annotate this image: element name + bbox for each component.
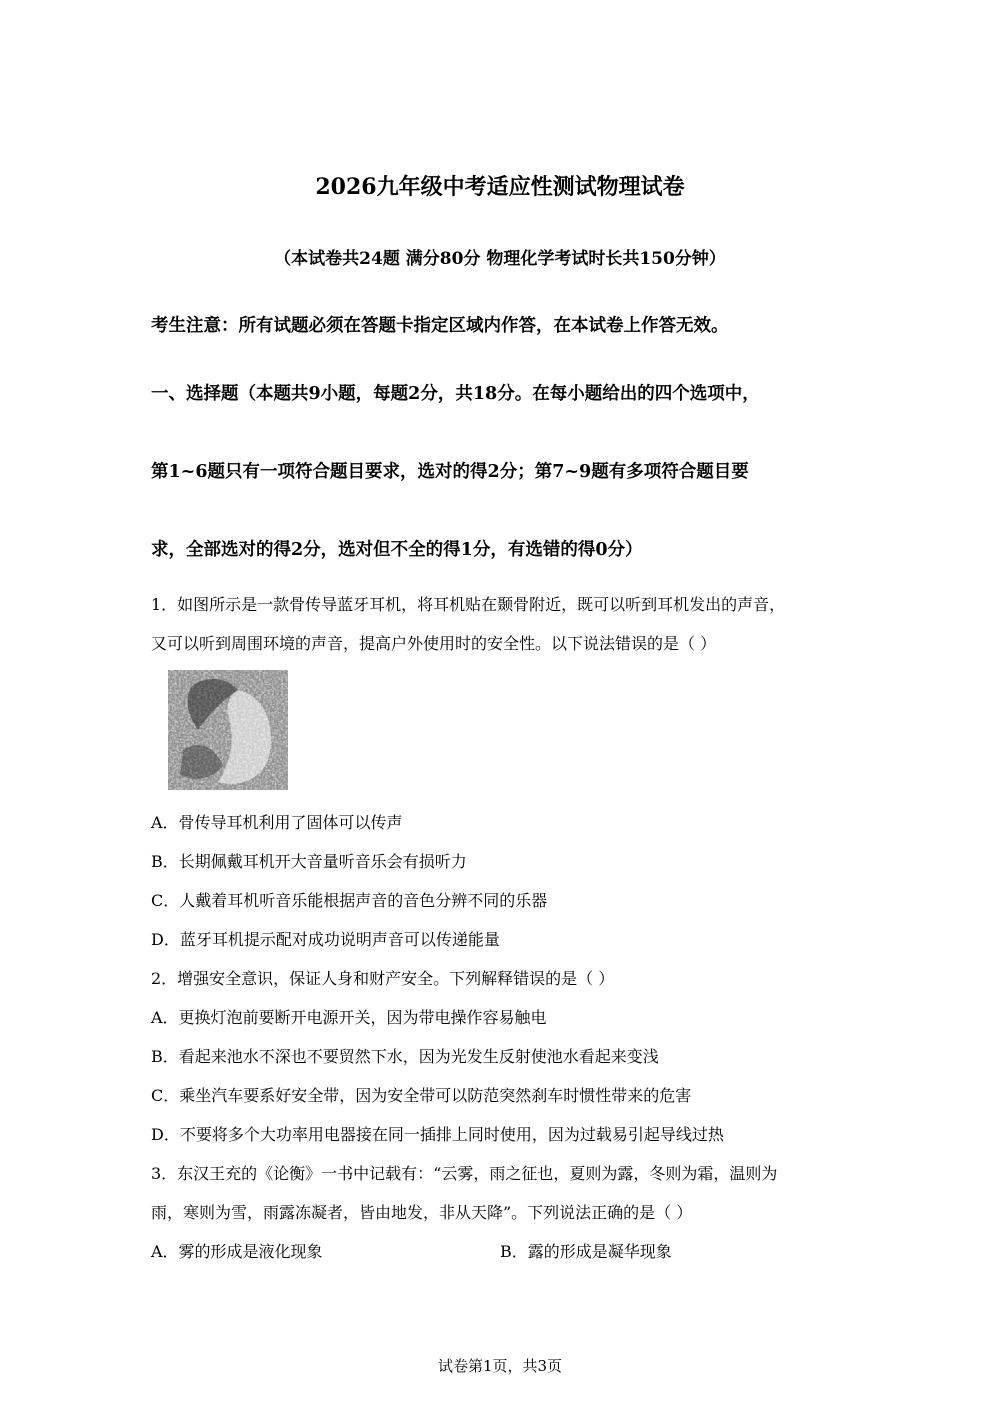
exam-subtitle: （本试卷共24题 满分80分 物理化学考试时长共150分钟） bbox=[274, 249, 726, 269]
q2-option-b: B．看起来池水不深也不要贸然下水，因为光发生反射使池水看起来变浅 bbox=[151, 1047, 659, 1066]
q1-option-b: B．长期佩戴耳机开大音量听音乐会有损听力 bbox=[151, 852, 467, 871]
q2-option-c: C．乘坐汽车要系好安全带，因为安全带可以防范突然刹车时惯性带来的危害 bbox=[151, 1086, 692, 1105]
bone-conduction-earphone-photo bbox=[168, 670, 288, 790]
section-heading-line-1: 一、选择题（本题共9小题，每题2分，共18分。在每小题给出的四个选项中， bbox=[151, 384, 760, 404]
q1-option-a: A．骨传导耳机利用了固体可以传声 bbox=[151, 813, 403, 832]
q3-option-b: B．露的形成是凝华现象 bbox=[500, 1242, 672, 1261]
exam-title: 2026九年级中考适应性测试物理试卷 bbox=[315, 174, 685, 200]
q2-stem: 2．增强安全意识，保证人身和财产安全。下列解释错误的是（ ） bbox=[151, 969, 615, 988]
q1-option-d: D．蓝牙耳机提示配对成功说明声音可以传递能量 bbox=[151, 930, 500, 949]
section-heading-line-3: 求，全部选对的得2分，选对但不全的得1分，有选错的得0分） bbox=[151, 540, 643, 560]
q3-stem-line-2: 雨，寒则为雪，雨露冻凝者，皆由地发，非从天降”。下列说法正确的是（ ） bbox=[151, 1203, 693, 1222]
q3-option-a: A．雾的形成是液化现象 bbox=[151, 1242, 323, 1261]
q1-stem-line-2: 又可以听到周围环境的声音，提高户外使用时的安全性。以下说法错误的是（ ） bbox=[151, 634, 717, 653]
exam-notice: 考生注意：所有试题必须在答题卡指定区域内作答，在本试卷上作答无效。 bbox=[151, 316, 729, 336]
q2-option-a: A．更换灯泡前要断开电源开关，因为带电操作容易触电 bbox=[151, 1008, 547, 1027]
q1-stem-line-1: 1．如图所示是一款骨传导蓝牙耳机，将耳机贴在颞骨附近，既可以听到耳机发出的声音， bbox=[151, 595, 786, 614]
q1-option-c: C．人戴着耳机听音乐能根据声音的音色分辨不同的乐器 bbox=[151, 891, 548, 910]
section-heading-line-2: 第1~6题只有一项符合题目要求，选对的得2分；第7~9题有多项符合题目要 bbox=[151, 462, 749, 482]
page-footer: 试卷第1页，共3页 bbox=[437, 1357, 563, 1375]
q3-stem-line-1: 3．东汉王充的《论衡》一书中记载有：“云雾，雨之征也，夏则为露，冬则为霜，温则为 bbox=[151, 1164, 778, 1183]
q2-option-d: D．不要将多个大功率用电器接在同一插排上同时使用，因为过载易引起导线过热 bbox=[151, 1125, 724, 1144]
